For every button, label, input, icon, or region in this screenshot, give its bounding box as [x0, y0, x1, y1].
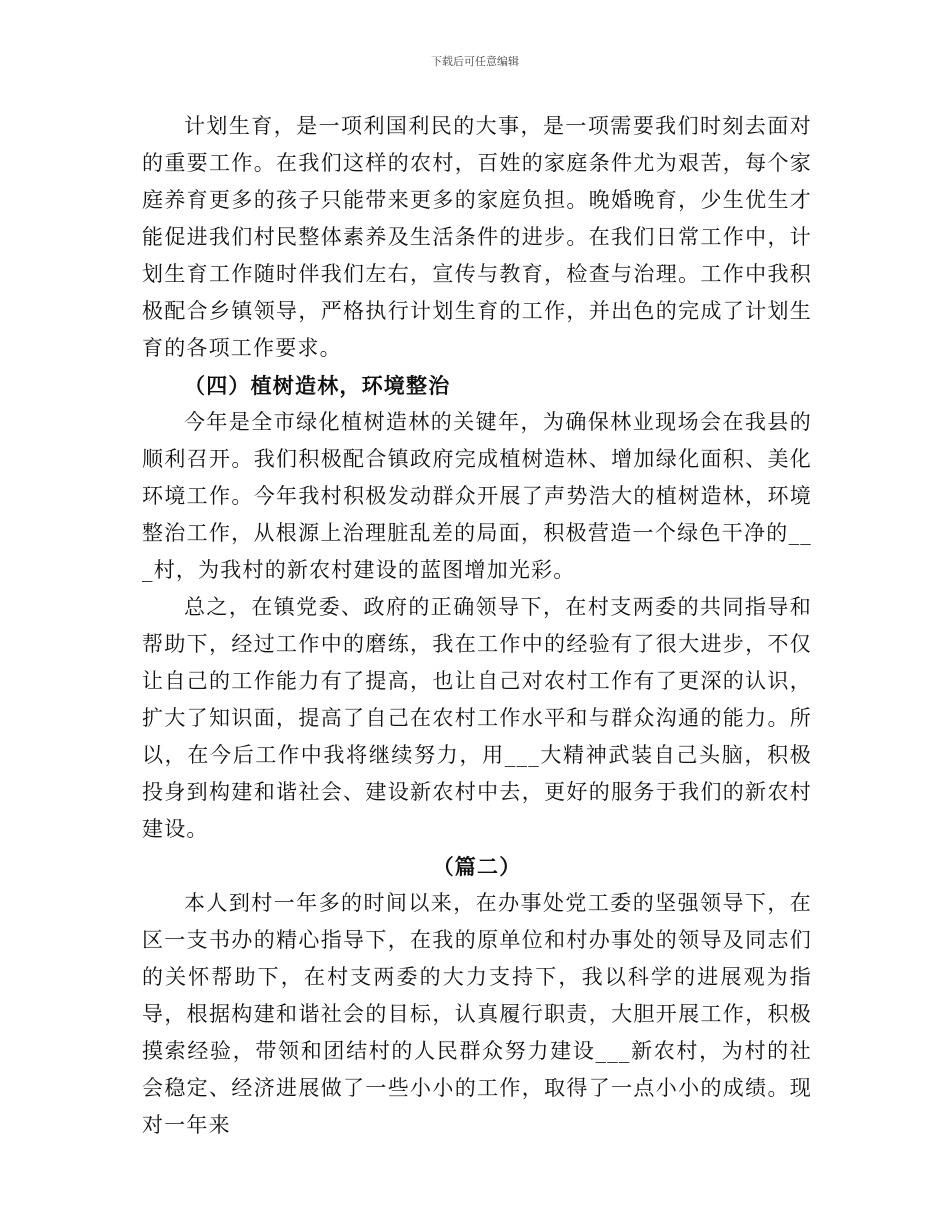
paragraph-afforestation: 今年是全市绿化植树造林的关键年，为确保林业现场会在我县的顺利召开。我们积极配合镇政府完成植树造林、增加绿化面积、美化环境工作。今年我村积极发动群众开展了声势浩大的植树造林，环境整治工作，从根源上治理脏乱差的局面，积极营造一个绿色干净的___村，为我村的新农村建设的蓝图增加光彩。: [142, 410, 812, 582]
heading-afforestation: （四）植树造林，环境整治: [184, 373, 451, 398]
paragraph-part-two-intro: 本人到村一年多的时间以来，在办事处党工委的坚强领导下，在区一支书办的精心指导下，在我的原单位和村办事处的领导及同志们的关怀帮助下，在村支两委的大力支持下，我以科学的进展观为指导，根据构建和谐社会的目标，认真履行职责，大胆开展工作，积极摸索经验，带领和团结村的人民群众努力建设___新农村，为村的社会稳定、经济进展做了一些小小的工作，取得了一点小小的成绩。现对一年来: [142, 891, 812, 1137]
header-note: 下载后可任意编辑: [431, 55, 519, 68]
paragraph-summary: 总之，在镇党委、政府的正确领导下，在村支两委的共同指导和帮助下，经过工作中的磨练，我在工作中的经验有了很大进步，不仅让自己的工作能力有了提高，也让自己对农村工作有了更深的认识，扩大了知识面，提高了自己在农村工作水平和与群众沟通的能力。所以，在今后工作中我将继续努力，用___大精神武装自己头脑，积极投身到构建和谐社会、建设新农村中去，更好的服务于我们的新农村建设。: [142, 595, 812, 841]
section-title-part-two: （篇二）: [432, 854, 522, 879]
paragraph-family-planning: 计划生育，是一项利国利民的大事，是一项需要我们时刻去面对的重要工作。在我们这样的农村，百姓的家庭条件尤为艰苦，每个家庭养育更多的孩子只能带来更多的家庭负担。晚婚晚育，少生优生才能促进我们村民整体素养及生活条件的进步。在我们日常工作中，计划生育工作随时伴我们左右，宣传与教育，检查与治理。工作中我积极配合乡镇领导，严格执行计划生育的工作，并出色的完成了计划生育的各项工作要求。: [142, 114, 812, 360]
document-body: [142, 108, 812, 1144]
